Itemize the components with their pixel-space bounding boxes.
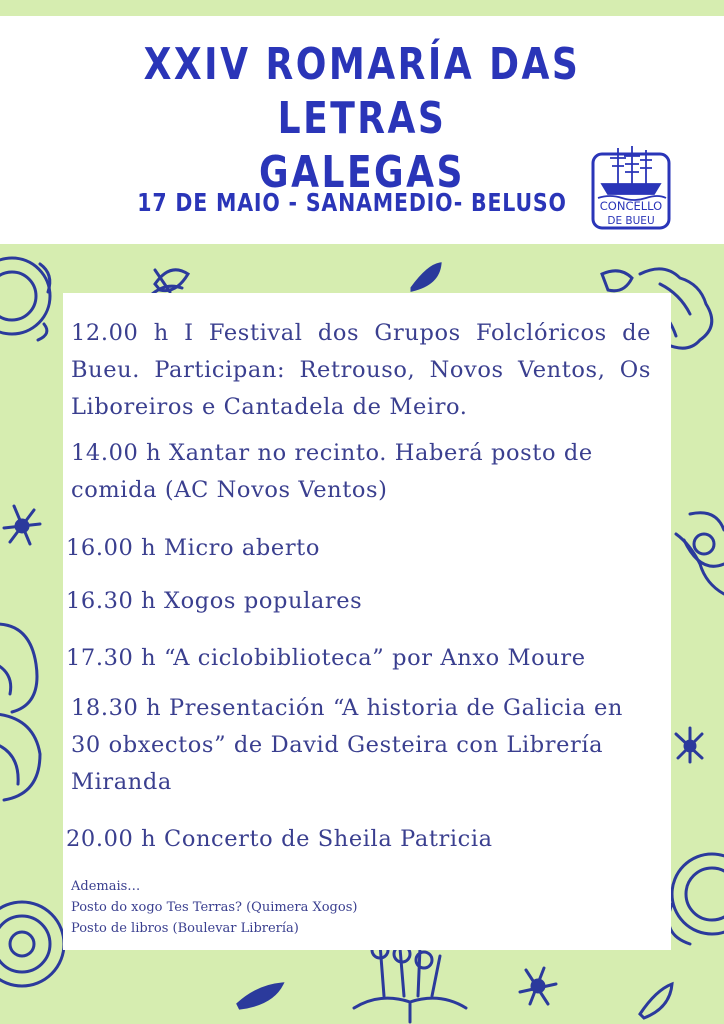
flower-icon: [0, 902, 64, 986]
extras-line: Posto de libros (Boulevar Librería): [71, 921, 299, 936]
flower-icon: [4, 506, 40, 544]
extras-line: Posto do xogo Tes Terras? (Quimera Xogos): [71, 900, 358, 915]
title-line-1: XXIV ROMARÍA DAS LETRAS: [143, 39, 581, 144]
logo-line-1: CONCELLO: [599, 199, 663, 213]
flower-icon: [669, 854, 724, 944]
schedule-item: 20.00 h Concerto de Sheila Patricia: [66, 826, 493, 852]
flower-icon: [520, 968, 556, 1004]
program-panel: [63, 293, 671, 950]
flower-icon: [0, 258, 50, 340]
flower-icon: [0, 624, 40, 800]
top-border: [0, 0, 724, 16]
flower-icon: [676, 728, 702, 762]
leaf-icon: [238, 984, 282, 1008]
flower-icon: [676, 513, 724, 594]
leaf-icon: [412, 264, 440, 290]
leaf-icon: [640, 984, 672, 1018]
schedule-item: 18.30 h Presentación “A historia de Galicia en 30 obxectos” de David Gesteira con Librería Miranda: [71, 695, 623, 795]
book-icon: [354, 942, 466, 1022]
logo-line-2: DE BUEU: [607, 215, 655, 227]
schedule-item: 16.00 h Micro aberto: [66, 535, 320, 561]
schedule-item: 16.30 h Xogos populares: [66, 588, 363, 614]
header: [0, 16, 724, 244]
title-line-2: GALEGAS: [259, 147, 465, 198]
page-title: [65, 38, 659, 200]
schedule-item: 14.00 h Xantar no recinto. Haberá posto de comida (AC Novos Ventos): [71, 440, 593, 503]
schedule-item: 17.30 h “A ciclobiblioteca” por Anxo Moure: [66, 645, 586, 671]
concello-bueu-logo: [590, 144, 672, 232]
event-date-location: 17 DE MAIO - SANAMEDIO- BELUSO: [137, 188, 567, 217]
schedule-item: 12.00 h I Festival dos Grupos Folclóricos de Bueu. Participan: Retrouso, Novos Ventos, Os Liboreiros e Cantadela de Meiro.: [71, 320, 651, 420]
extras-heading: Ademais…: [71, 879, 141, 894]
